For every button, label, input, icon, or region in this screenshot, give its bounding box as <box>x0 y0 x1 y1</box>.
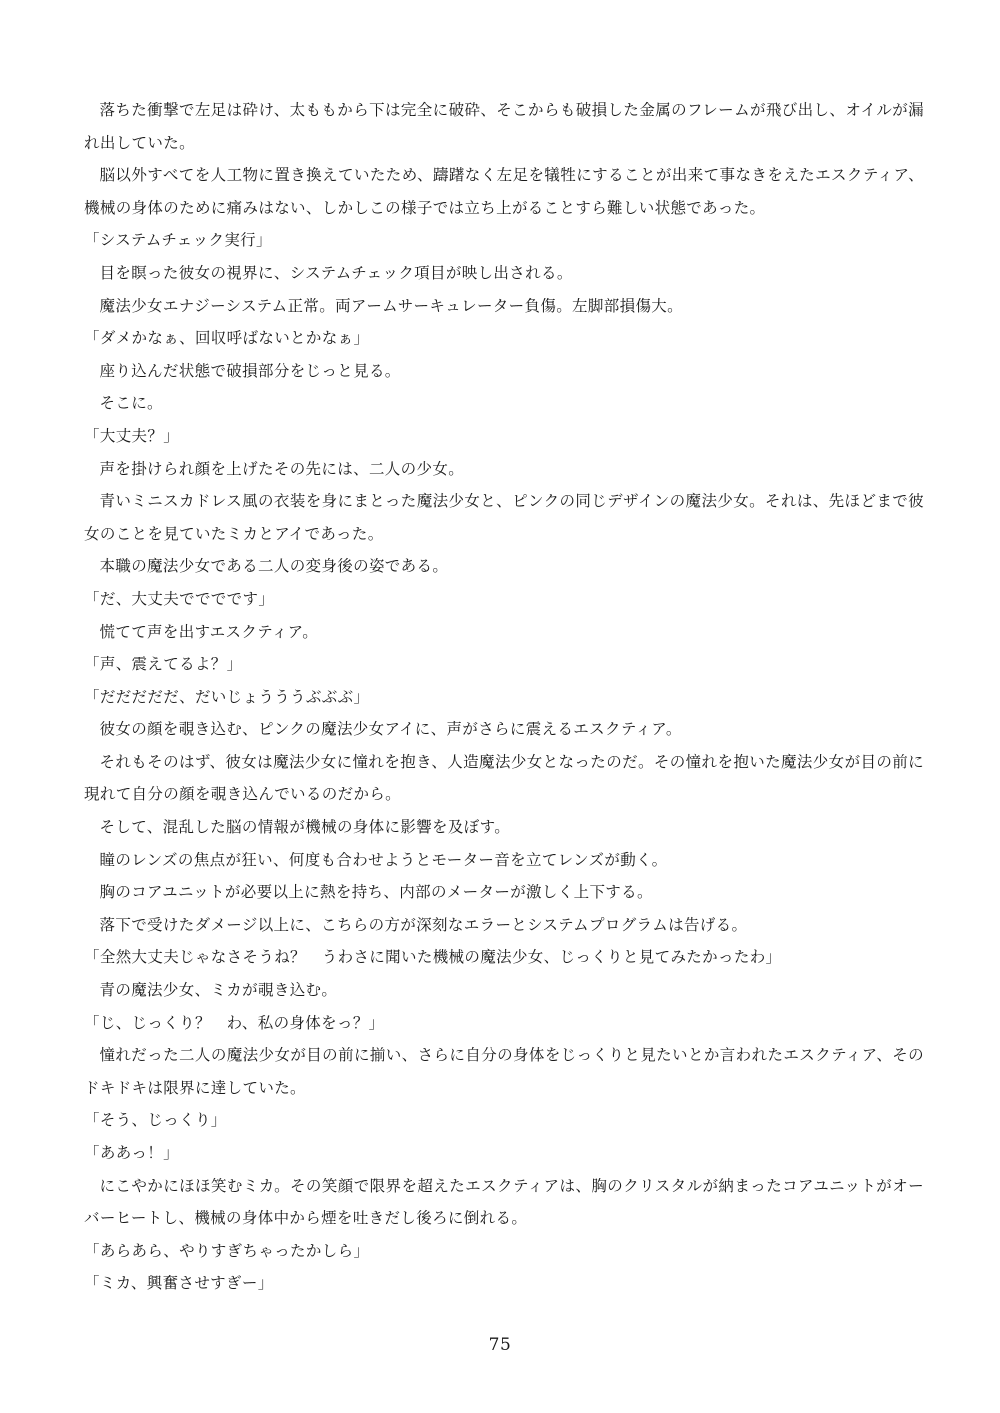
dialogue-line: 「システムチェック実行」 <box>84 231 272 250</box>
narration-paragraph: にこやかにほほ笑むミカ。その笑顔で限界を超えたエスクティアは、胸のクリスタルが納まったコアユニットがオーバーヒートし、機械の身体中から煙を吐きだし後ろに倒れる。 <box>84 1176 924 1228</box>
dialogue-line: 「大丈夫？」 <box>84 426 180 445</box>
body-text <box>84 94 924 1300</box>
narration-paragraph: 本職の魔法少女である二人の変身後の姿である。 <box>99 557 449 576</box>
dialogue-line: 「だ、大丈夫でででです」 <box>84 589 275 608</box>
dialogue-line: 「ミカ、興奮させすぎー」 <box>84 1274 274 1293</box>
narration-paragraph: 座り込んだ状態で破損部分をじっと見る。 <box>99 361 401 380</box>
page-number: 75 <box>488 1335 512 1355</box>
dialogue-line: 「全然大丈夫じゃなさそうね？ うわさに聞いた機械の魔法少女、じっくりと見てみたかったわ」 <box>84 948 782 967</box>
narration-paragraph: 胸のコアユニットが必要以上に熱を持ち、内部のメーターが激しく上下する。 <box>99 883 653 902</box>
narration-paragraph: 慌てて声を出すエスクティア。 <box>99 622 319 641</box>
narration-paragraph: 脳以外すべてを人工物に置き換えていたため、躊躇なく左足を犠牲にすることが出来て事なきをえたエスクティア、機械の身体のために痛みはない、しかしこの様子では立ち上がることすら難しい状態であった。 <box>84 166 924 217</box>
dialogue-line: 「じ、じっくり？ わ、私の身体をっ？」 <box>84 1013 385 1032</box>
narration-paragraph: 青いミニスカドレス風の衣装を身にまとった魔法少女と、ピンクの同じデザインの魔法少女。それは、先ほどまで彼女のことを見ていたミカとアイであった。 <box>84 492 924 543</box>
dialogue-line: 「ああっ！」 <box>84 1144 179 1162</box>
narration-paragraph: 瞳のレンズの焦点が狂い、何度も合わせようとモーター音を立てレンズが動く。 <box>99 850 668 869</box>
dialogue-line: 「あらあら、やりすぎちゃったかしら」 <box>84 1241 370 1260</box>
narration-paragraph: それもそのはず、彼女は魔法少女に憧れを抱き、人造魔法少女となったのだ。その憧れを抱いた魔法少女が目の前に現れて自分の顔を覗き込んでいるのだから。 <box>84 752 924 804</box>
narration-paragraph: 彼女の顔を覗き込む、ピンクの魔法少女アイに、声がさらに震えるエスクティア。 <box>99 720 682 739</box>
dialogue-line: 「そう、じっくり」 <box>84 1111 227 1130</box>
narration-paragraph: そして、混乱した脳の情報が機械の身体に影響を及ぼす。 <box>99 818 511 837</box>
narration-paragraph: 声を掛けられ顔を上げたその先には、二人の少女。 <box>99 459 465 478</box>
narration-paragraph: 青の魔法少女、ミカが覗き込む。 <box>99 981 338 1000</box>
dialogue-line: 「声、震えてるよ？」 <box>84 655 243 674</box>
narration-paragraph: 魔法少女エナジーシステム正常。両アームサーキュレーター負傷。左脚部損傷大。 <box>99 296 684 315</box>
narration-paragraph: 落下で受けたダメージ以上に、こちらの方が深刻なエラーとシステムプログラムは告げる。 <box>99 915 748 934</box>
narration-paragraph: 目を瞑った彼女の視界に、システムチェック項目が映し出される。 <box>99 263 573 282</box>
dialogue-line: 「ダメかなぁ、回収呼ばないとかなぁ」 <box>84 329 370 348</box>
narration-paragraph: 憧れだった二人の魔法少女が目の前に揃い、さらに自分の身体をじっくりと見たいとか言われたエスクティア、そのドキドキは限界に達していた。 <box>84 1046 924 1097</box>
narration-paragraph: そこに。 <box>99 394 163 413</box>
narration-paragraph: 落ちた衝撃で左足は砕け、太ももから下は完全に破砕、そこからも破損した金属のフレームが飛び出し、オイルが漏れ出していた。 <box>84 101 924 152</box>
dialogue-line: 「だだだだだ、だいじょうううぶぶぶ」 <box>84 687 370 706</box>
